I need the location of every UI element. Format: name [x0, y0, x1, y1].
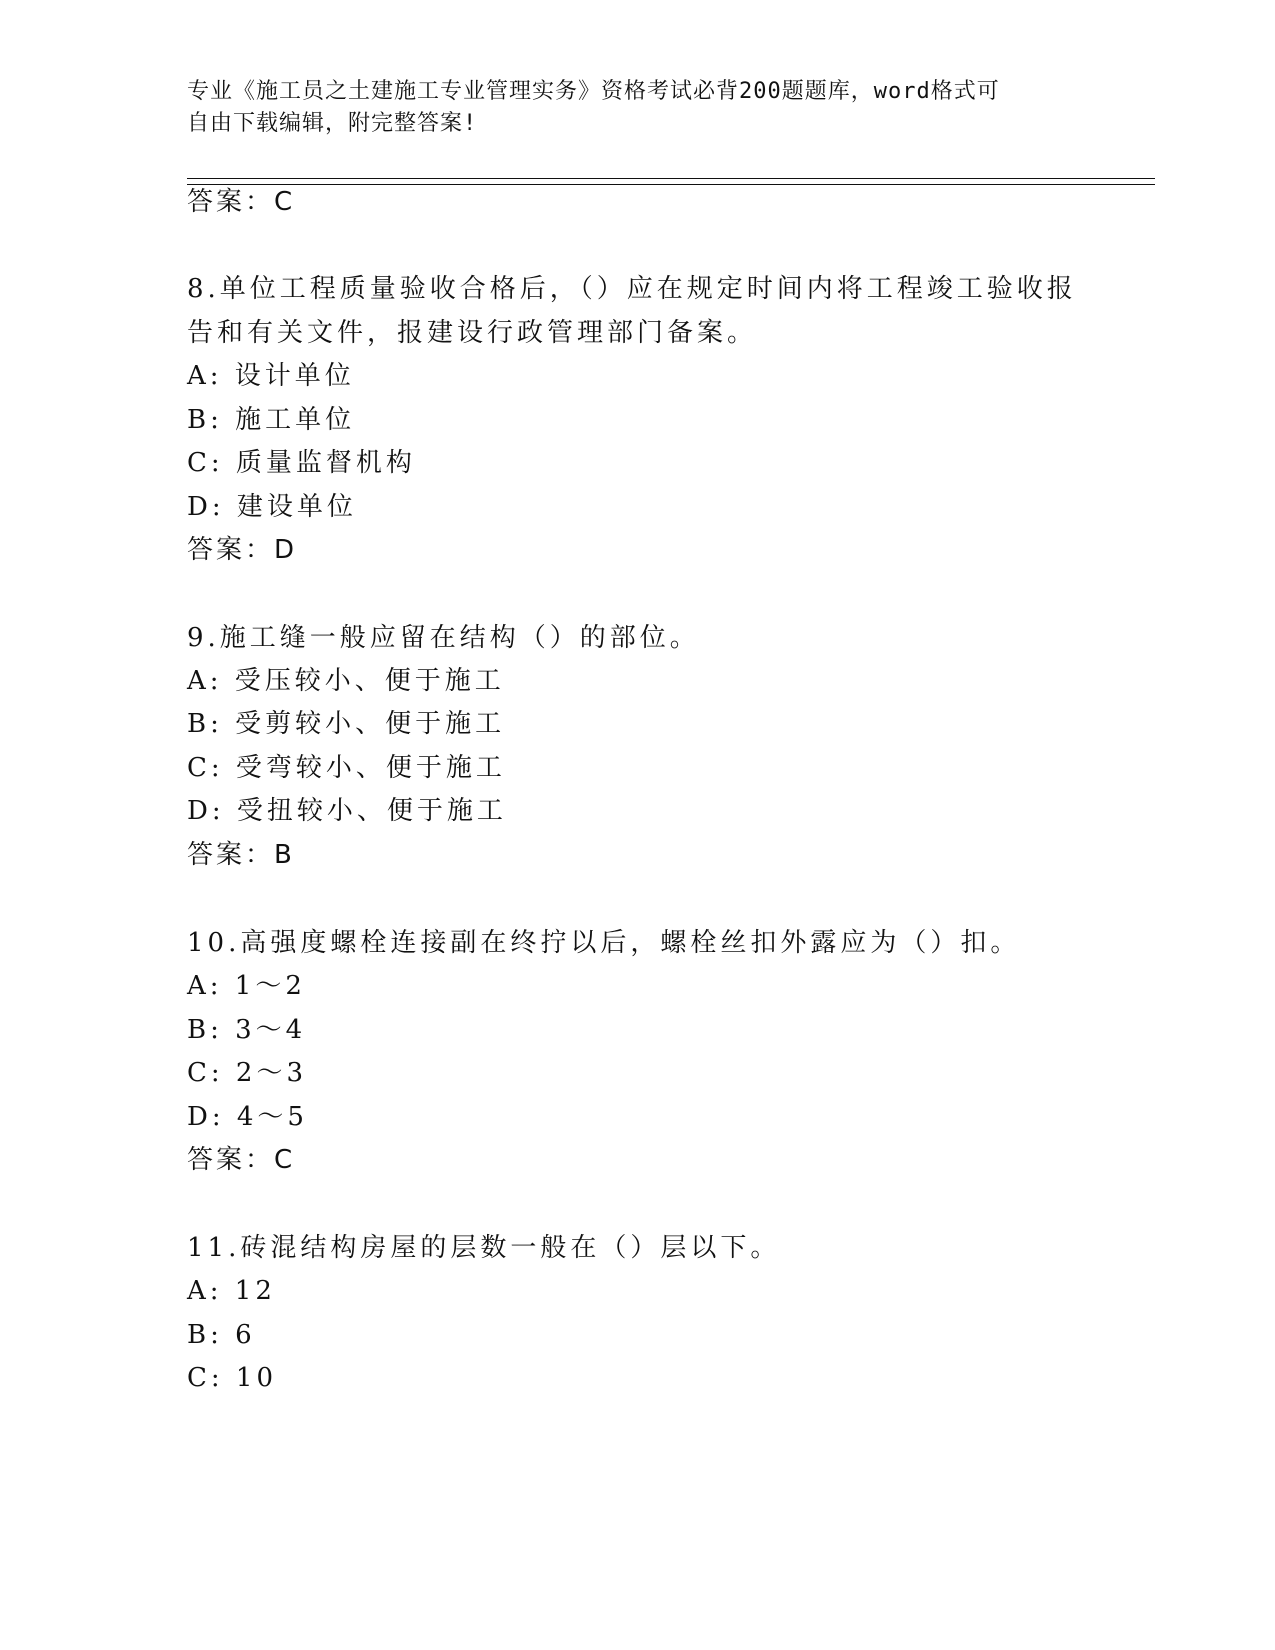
- question-8-option-b: B: 施工单位: [187, 405, 356, 435]
- question-10-option-b: B: 3～4: [187, 1015, 307, 1045]
- question-11-stem: 11.砖混结构房屋的层数一般在（）层以下。: [187, 1233, 781, 1263]
- header-divider-top: [187, 178, 1155, 179]
- question-9-option-c: C: 受弯较小、便于施工: [187, 753, 506, 783]
- question-9-option-a: A: 受压较小、便于施工: [187, 666, 505, 696]
- question-8-answer: 答案：D: [187, 535, 298, 565]
- document-header: [187, 76, 1067, 140]
- header-line-2: 自由下载编辑，附完整答案!: [187, 111, 478, 136]
- question-8-option-c: C: 质量监督机构: [187, 448, 416, 478]
- question-9-answer: 答案：B: [187, 840, 295, 870]
- question-9-option-b: B: 受剪较小、便于施工: [187, 709, 506, 739]
- header-divider-bottom: [187, 184, 1155, 185]
- question-8-stem-line-1: 8.单位工程质量验收合格后，（）应在规定时间内将工程竣工验收报: [187, 274, 1077, 304]
- question-10-stem: 10.高强度螺栓连接副在终拧以后，螺栓丝扣外露应为（）扣。: [187, 928, 1021, 958]
- question-10-option-c: C: 2～3: [187, 1058, 308, 1088]
- previous-answer: 答案：C: [187, 187, 296, 217]
- question-11-option-a: A: 12: [187, 1276, 276, 1306]
- question-10-answer: 答案：C: [187, 1145, 296, 1175]
- question-10-option-d: D: 4～5: [187, 1102, 308, 1132]
- header-line-1: 专业《施工员之土建施工专业管理实务》资格考试必背200题题库，word格式可: [187, 79, 1000, 104]
- question-11-option-c: C: 10: [187, 1363, 278, 1393]
- question-10-option-a: A: 1～2: [187, 971, 306, 1001]
- question-9-stem: 9.施工缝一般应留在结构（）的部位。: [187, 623, 700, 653]
- question-8-option-d: D: 建设单位: [187, 492, 357, 522]
- question-11-option-b: B: 6: [187, 1320, 256, 1350]
- question-8-stem-line-2: 告和有关文件，报建设行政管理部门备案。: [187, 318, 758, 348]
- question-8-option-a: A: 设计单位: [187, 361, 355, 391]
- question-9-option-d: D: 受扭较小、便于施工: [187, 796, 507, 826]
